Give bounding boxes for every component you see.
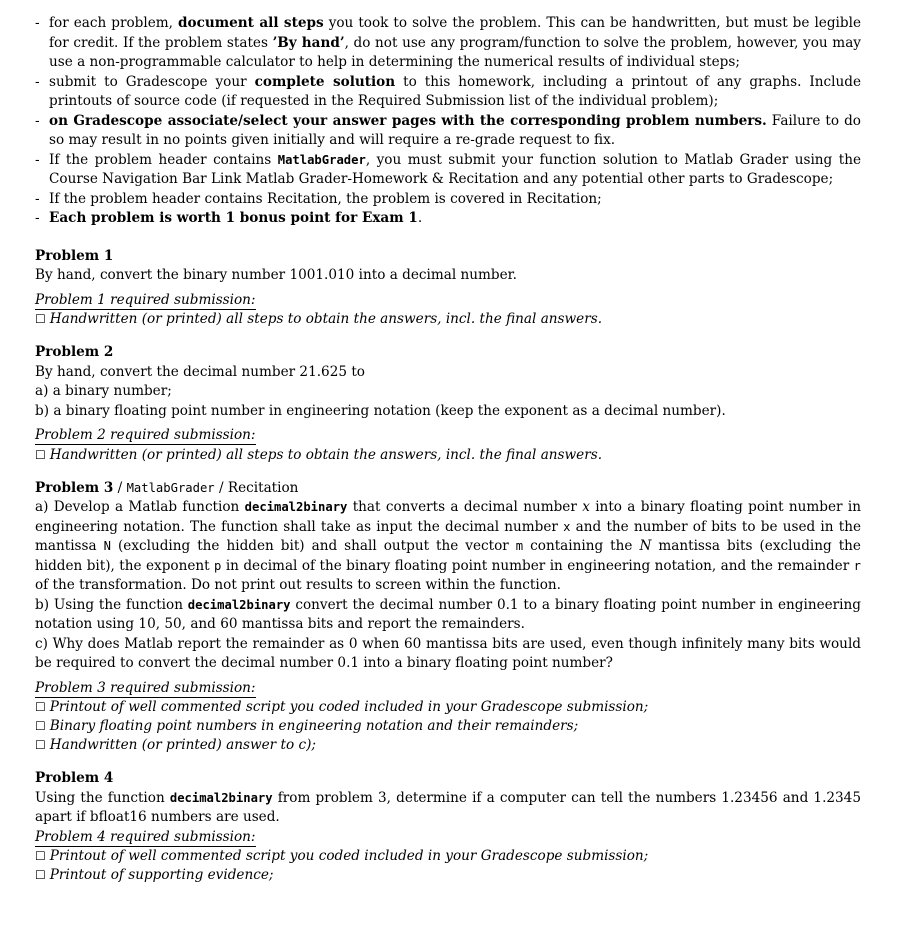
checklist-item (35, 717, 861, 736)
text-segment: mantissa bits (excluding the hidden bit), the exponent (35, 538, 861, 574)
code-text: decimal2binary (169, 790, 273, 805)
checklist-item-text: Handwritten (or printed) all steps to obtain the answers, incl. the final answers. (49, 446, 603, 463)
instruction-item (35, 151, 861, 190)
checklist-item (35, 446, 861, 465)
required-submission (35, 679, 861, 756)
required-submission-title: Problem 4 required submission: (35, 828, 256, 845)
text-segment: c) Why does Matlab report the remainder as 0 when 60 mantissa bits are used, even though infinitely many bits would be required to convert the decimal number 0.1 into a binary floating point number? (35, 635, 861, 671)
required-submission (35, 291, 861, 330)
checklist-item (35, 866, 861, 885)
instruction-item (35, 112, 861, 151)
problems-section (35, 247, 861, 886)
text-segment: of the transformation. Do not print out results to screen within the function. (35, 577, 561, 593)
text-segment: into a binary floating point number in engineering notation. The function shall take as input the decimal number (35, 499, 861, 535)
code-text: MatlabGrader (126, 480, 215, 495)
code-text: p (214, 558, 222, 573)
required-submission-title: Problem 1 required submission: (35, 291, 256, 308)
bold-text: Each problem is worth 1 bonus point for Exam 1 (49, 210, 418, 226)
checkbox-icon: ☐ (35, 868, 46, 882)
checklist-item (35, 736, 861, 755)
checkbox-icon: ☐ (35, 738, 46, 752)
problem-paragraph (35, 266, 861, 286)
text-segment: b) a binary floating point number in engineering notation (keep the exponent as a decimal number). (35, 402, 726, 419)
bold-text: document all steps (178, 15, 324, 31)
bold-text: Problem 2 (35, 344, 114, 360)
text-segment: to this homework, including a printout of any graphs. Include printouts of source code (if requested in the Required Submission list of the individual problem); (49, 73, 861, 109)
instruction-item (35, 14, 861, 73)
problem-statement (35, 363, 861, 422)
problem-4 (35, 769, 861, 885)
checklist-item-text: Handwritten (or printed) answer to c); (49, 737, 316, 753)
text-segment: / (113, 479, 127, 496)
checklist-item-text: Handwritten (or printed) all steps to obtain the answers, incl. the final answers. (49, 311, 603, 327)
required-submission (35, 828, 861, 886)
text-segment: (excluding the hidden bit) and shall output the vector (110, 538, 516, 554)
required-submission-title: Problem 3 required submission: (35, 679, 256, 696)
checkbox-icon: ☐ (35, 700, 46, 714)
homework-page (35, 14, 861, 885)
code-text: MatlabGrader (277, 152, 366, 167)
problem-title (35, 247, 861, 267)
text-segment: / Recitation (214, 479, 299, 496)
text-segment: you took to solve the problem. This can be handwritten, but must be legible for credit. If the problem states (49, 15, 861, 51)
checkbox-icon: ☐ (35, 447, 46, 462)
problem-paragraph (35, 635, 861, 674)
code-text: r (853, 558, 861, 573)
checklist-item (35, 698, 861, 717)
problem-statement (35, 266, 861, 286)
bold-text: ’By hand’ (272, 34, 345, 51)
math-variable: x (582, 499, 590, 515)
instructions-list (35, 14, 861, 229)
text-segment: in decimal of the binary floating point number in engineering notation, and the remainder (221, 557, 854, 574)
problem-paragraph (35, 382, 861, 402)
checklist-item-text: Binary floating point numbers in engineering notation and their remainders; (49, 718, 579, 734)
code-text: decimal2binary (187, 597, 291, 612)
bold-text: Problem 3 (35, 479, 114, 496)
text-segment: Failure to do so may result in no points given initially and will require a re-grade request to fix. (49, 112, 861, 148)
code-text: x (563, 519, 571, 534)
problem-title (35, 343, 861, 363)
text-segment: that converts a decimal number (347, 499, 583, 515)
checklist-item (35, 847, 861, 866)
problem-paragraph (35, 498, 861, 596)
text-segment: If the problem header contains Recitation, the problem is covered in Recitation; (49, 190, 602, 207)
problem-statement (35, 789, 861, 828)
text-segment: submit to Gradescope your (49, 73, 255, 90)
problem-title (35, 769, 861, 789)
required-submission (35, 426, 861, 465)
checkbox-icon: ☐ (35, 719, 46, 733)
required-submission-title: Problem 2 required submission: (35, 427, 256, 443)
checklist-item-text: Printout of supporting evidence; (49, 867, 274, 883)
text-segment: b) Using the function (35, 596, 188, 613)
instruction-item (35, 190, 861, 210)
checklist-item-text: Printout of well commented script you coded included in your Gradescope submission; (49, 848, 649, 864)
problem-statement (35, 498, 861, 674)
checklist-item-text: Printout of well commented script you coded included in your Gradescope submission; (49, 699, 649, 715)
bold-text: Problem 4 (35, 770, 114, 786)
text-segment: convert the decimal number 0.1 to a binary floating point number in engineering notation using 10, 50, and 60 mantissa bits and report the remainders. (35, 596, 861, 632)
text-segment: , you must submit your function solution to Matlab Grader using the Course Navigation Bar Link Matlab Grader-Homework & Recitation and any potential other parts to Gradescope; (49, 151, 861, 187)
text-segment: By hand, convert the binary number 1001.010 into a decimal number. (35, 267, 517, 283)
checkbox-icon: ☐ (35, 312, 46, 326)
problem-paragraph (35, 596, 861, 635)
text-segment: from problem 3, determine if a computer can tell the numbers 1.23456 and 1.2345 apart if bfloat16 numbers are used. (35, 789, 861, 825)
text-segment: By hand, convert the decimal number 21.625 to (35, 363, 365, 380)
text-segment: a) a binary number; (35, 383, 172, 399)
problem-paragraph (35, 363, 861, 383)
checkbox-icon: ☐ (35, 849, 46, 863)
checklist-item (35, 310, 861, 329)
problem-paragraph (35, 789, 861, 828)
problem-title (35, 479, 861, 499)
problem-2 (35, 343, 861, 465)
bold-text: complete solution (254, 73, 396, 90)
text-segment: and the number of bits to be used in the mantissa (35, 518, 861, 554)
code-text: m (515, 539, 524, 553)
instruction-item (35, 73, 861, 112)
problem-paragraph (35, 402, 861, 422)
bold-text: on Gradescope associate/select your answer pages with the corresponding problem numbers. (49, 112, 767, 129)
instruction-item (35, 209, 861, 229)
text-segment: for each problem, (49, 15, 178, 31)
problem-1 (35, 247, 861, 330)
problem-3 (35, 479, 861, 756)
text-segment: Using the function (35, 789, 170, 806)
text-segment: a) Develop a Matlab function (35, 499, 245, 515)
text-segment: containing the (523, 538, 640, 554)
text-segment: . (417, 210, 423, 226)
bold-text: Problem 1 (35, 247, 114, 264)
code-text: N (103, 539, 111, 553)
code-text: decimal2binary (244, 500, 348, 514)
text-segment: If the problem header contains (49, 151, 278, 168)
math-variable: N (639, 538, 652, 554)
text-segment: , do not use any program/function to solve the problem, however, you may use a non-programmable calculator to help in determining the numerical results of individual steps; (49, 34, 861, 70)
